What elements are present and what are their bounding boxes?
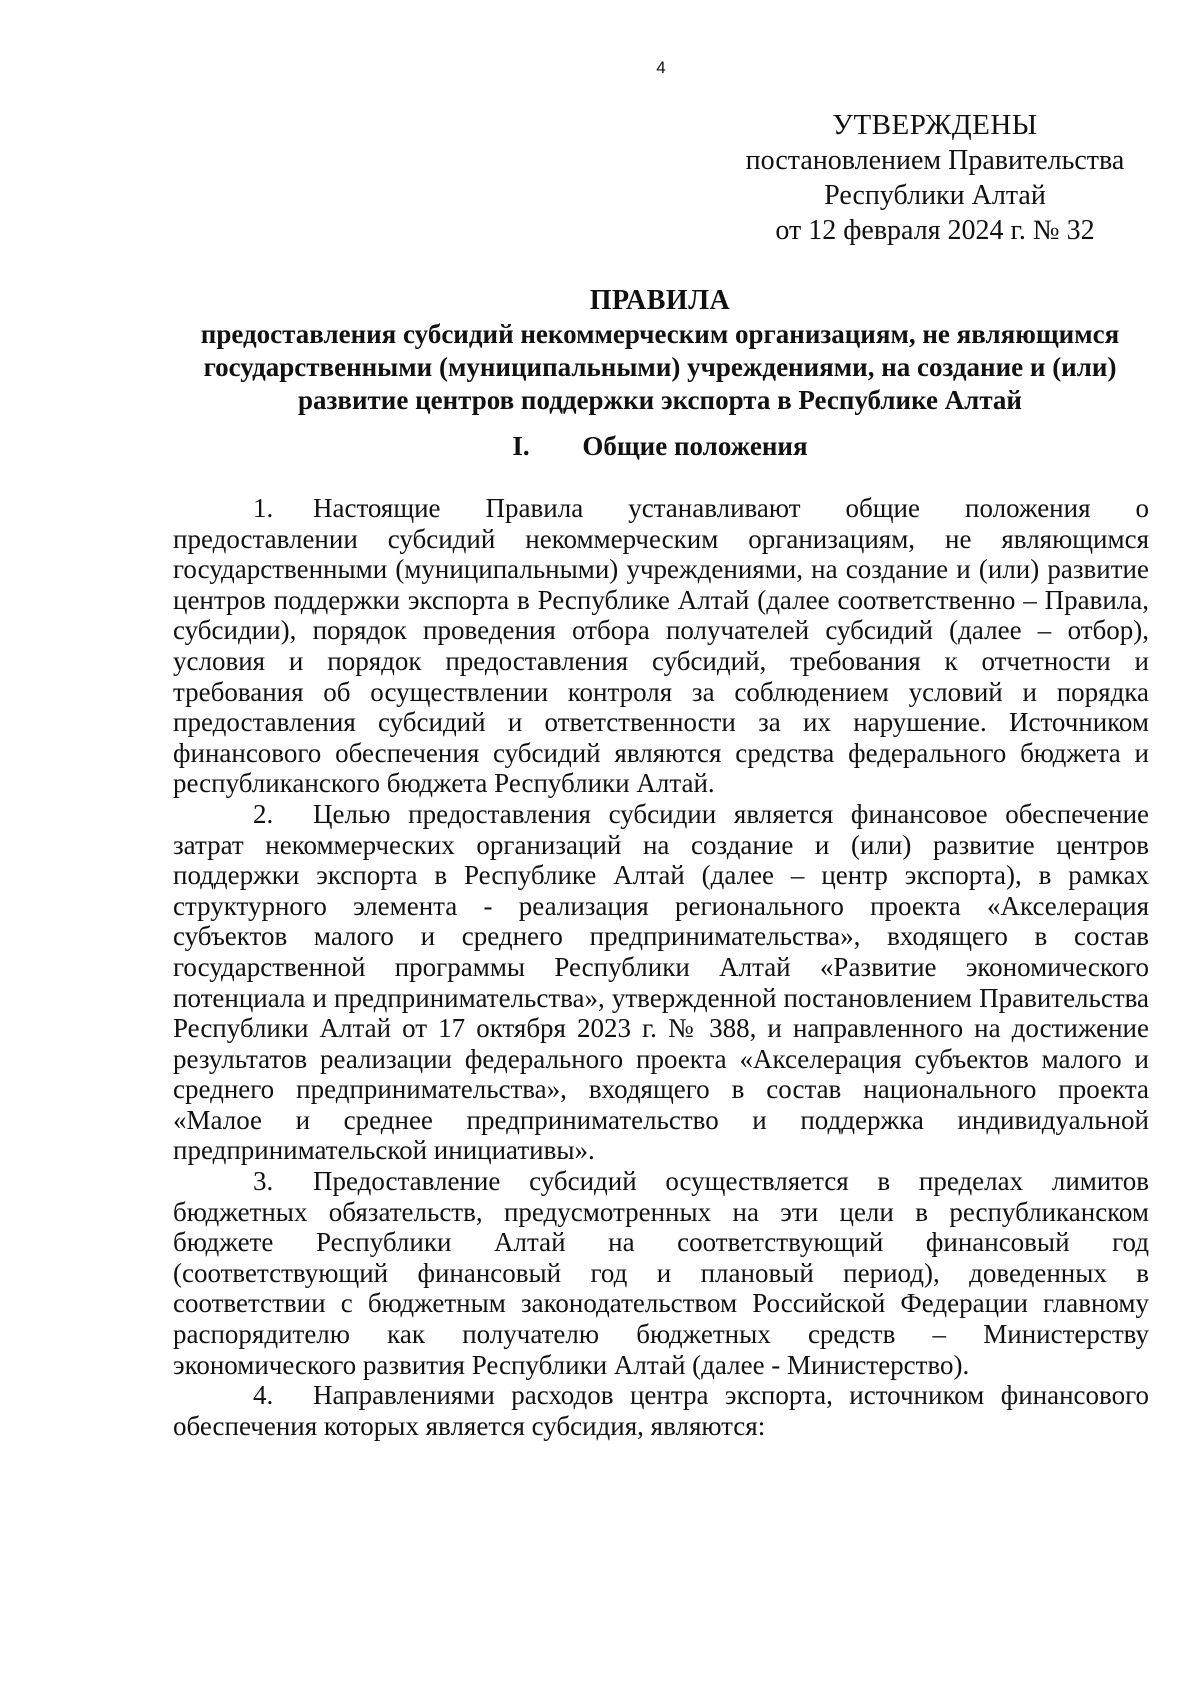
page-number: 4 xyxy=(656,58,666,77)
document-subtitle-line: предоставления субсидий некоммерческим организациям, не являющимся xyxy=(200,319,1120,349)
paragraph xyxy=(173,1380,1149,1441)
approval-title: УТВЕРЖДЕНЫ xyxy=(832,109,1038,141)
section-number: I. xyxy=(512,431,530,461)
paragraph-text: Предоставление субсидий осуществляется в пределах лимитов бюджетных обязательств, предусмотренных на эти цели в республиканском бюджете Республики Алтай на соответствующий финансовый год (соответствующий финансовый год и плановый период), доведенных в соответствии с бюджетным законодательством Российской Федерации главному распорядителю как получателю бюджетных средств – Министерству экономического развития Республики Алтай (далее - Министерство). xyxy=(173,1166,1149,1380)
paragraph-text: Целью предоставления субсидии является финансовое обеспечение затрат некоммерческих организаций на создание и (или) развитие центров поддержки экспорта в Республике Алтай (далее – центр экспорта), в рамках структурного элемента - реализация регионального проекта «Акселерация субъектов малого и среднего предпринимательства», входящего в состав государственной программы Республики Алтай «Развитие экономического потенциала и предпринимательства», утвержденной постановлением Правительства Республики Алтай от 17 октября 2023 г. № 388, и направленного на достижение результатов реализации федерального проекта «Акселерация субъектов малого и среднего предпринимательства», входящего в состав национального проекта «Малое и среднее предпринимательство и поддержка индивидуальной предпринимательской инициативы». xyxy=(173,798,1149,1166)
paragraph-number: 3. xyxy=(253,1166,274,1197)
paragraph-text: Настоящие Правила устанавливают общие положения о предоставлении субсидий некоммерческим организациям, не являющимся государственными (муниципальными) учреждениями, на создание и (или) развитие центров поддержки экспорта в Республике Алтай (далее соответственно – Правила, субсидии), порядок проведения отбора получателей субсидий (далее – отбор), условия и порядок предоставления субсидий, требования к отчетности и требования об осуществлении контроля за соблюдением условий и порядка предоставления субсидий и ответственности за их нарушение. Источником финансового обеспечения субсидий являются средства федерального бюджета и республиканского бюджета Республики Алтай. xyxy=(173,493,1149,799)
document-subtitle-line: развитие центров поддержки экспорта в Республике Алтай xyxy=(298,385,1022,415)
approval-date-line: от 12 февраля 2024 г. № 32 xyxy=(775,215,1095,246)
paragraph xyxy=(173,493,1149,799)
section-title: Общие положения xyxy=(582,431,808,461)
paragraph-text: Направлениями расходов центра экспорта, источником финансового обеспечения которых является субсидия, являются: xyxy=(173,1380,1149,1441)
paragraph-number: 1. xyxy=(253,493,274,523)
paragraph xyxy=(173,799,1149,1166)
approval-line: постановлением Правительства xyxy=(745,145,1125,176)
document-subtitle-line: государственными (муниципальными) учреждениями, на создание и (или) xyxy=(203,352,1117,382)
approval-block xyxy=(720,108,1150,248)
document-title: ПРАВИЛА xyxy=(589,285,731,316)
document-body xyxy=(173,493,1149,1441)
paragraph-number: 4. xyxy=(253,1380,274,1411)
section-heading xyxy=(160,431,1160,462)
approval-line: Республики Алтай xyxy=(824,180,1046,211)
paragraph-number: 2. xyxy=(253,798,274,829)
paragraph xyxy=(173,1166,1149,1380)
document-heading xyxy=(160,284,1160,417)
